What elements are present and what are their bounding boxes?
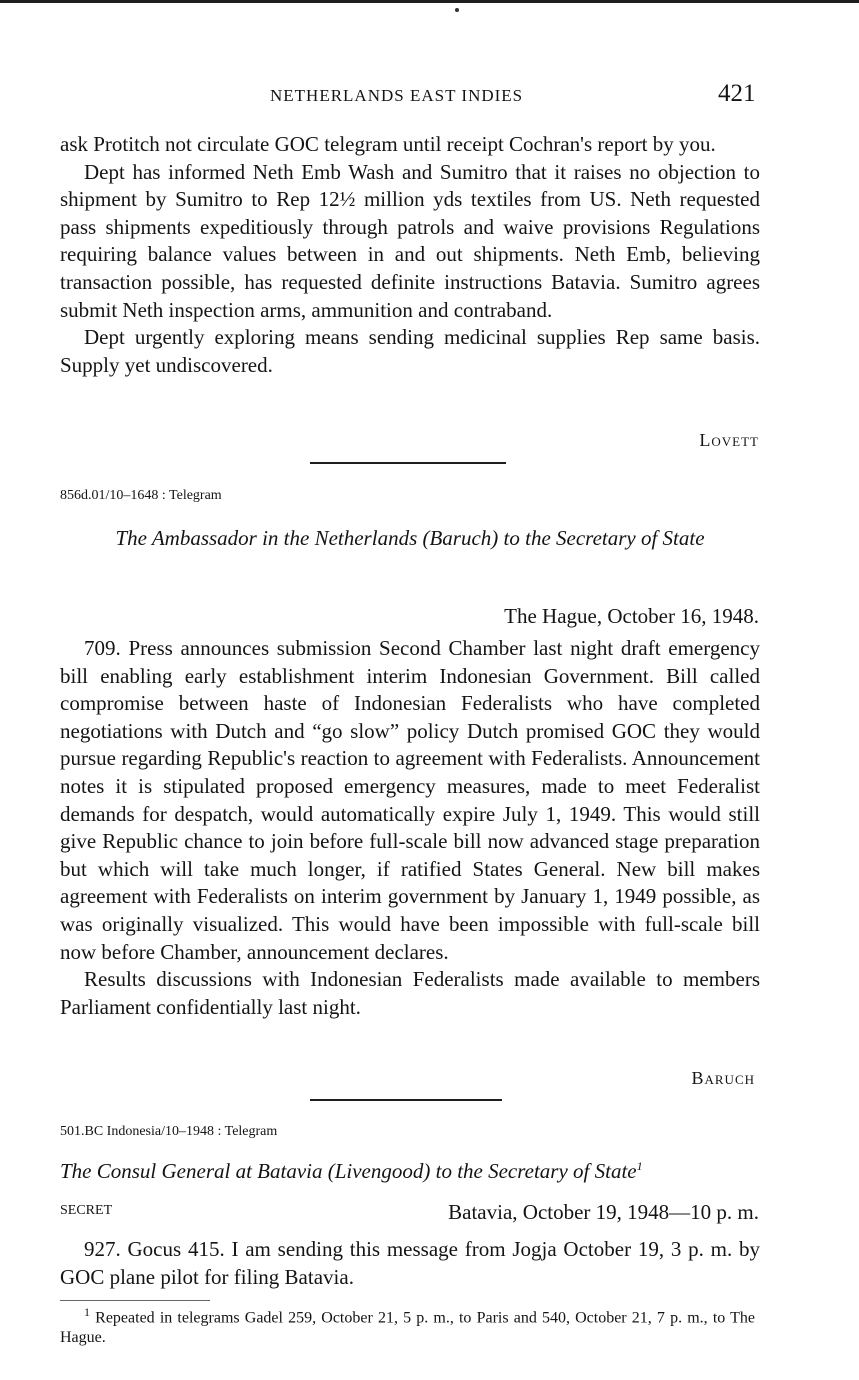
footnote-text: Repeated in telegrams Gadel 259, October 21, 5 p. m., to Paris and 540, October 21, 7 p. m., to The Hague. xyxy=(60,1309,756,1347)
doc3-dateline: Batavia, October 19, 1948—10 p. m. xyxy=(448,1200,759,1224)
separator-rule-2 xyxy=(310,1099,502,1101)
doc3-body xyxy=(60,1236,760,1291)
doc3-classification: SECRET xyxy=(60,1203,113,1218)
doc3-heading-line xyxy=(60,1153,760,1185)
doc2-file-ref: 856d.01/10–1648 : Telegram xyxy=(60,488,222,503)
doc2-dateline: The Hague, October 16, 1948. xyxy=(504,604,759,628)
doc1-body xyxy=(60,131,760,379)
doc3-para1: 927. Gocus 415. I am sending this message from Jogja October 19, 3 p. m. by GOC plane pilot for filing Batavia. xyxy=(60,1237,760,1289)
doc3-file-ref: 501.BC Indonesia/10–1948 : Telegram xyxy=(60,1124,278,1139)
doc2-signature: Baruch xyxy=(691,1068,755,1088)
doc3-heading: The Consul General at Batavia (Livengood) to the Secretary of State xyxy=(60,1159,637,1183)
doc1-para1: ask Protitch not circulate GOC telegram until receipt Cochran's report by you. xyxy=(60,132,716,156)
doc2-para1: 709. Press announces submission Second Chamber last night draft emergency bill enabling early establishment interim Indonesian Government. Bill called compromise between haste of Indonesian Federalists who have completed negotiations with Dutch and “go slow” policy Dutch promised GOC they would pursue regarding Republic's reaction to agreement with Federalists. Announcement notes it is stipulated proposed emergency measures, made to meet Federalist demands for despatch, would automatically expire July 1, 1949. This would still give Republic chance to join before full-scale bill now advanced stage preparation but which will take much longer, if ratified States General. New bill makes agreement with Federalists on interim government by January 1, 1949 possible, as was originally visualized. This would have been impossible with full-scale bill now before Chamber, announcement declares. xyxy=(60,636,760,964)
separator-rule-1 xyxy=(310,462,506,464)
top-border xyxy=(0,0,859,3)
doc1-para3: Dept urgently exploring means sending medicinal supplies Rep same basis. Supply yet undiscovered. xyxy=(60,325,760,377)
doc2-para2: Results discussions with Indonesian Federalists made available to members Parliament confidentially last night. xyxy=(60,967,760,1019)
footnote-ref-marker: 1 xyxy=(636,1159,643,1173)
page-number: 421 xyxy=(718,80,756,107)
footnote-rule xyxy=(60,1300,210,1301)
footnote-marker: 1 xyxy=(84,1305,90,1319)
running-title: NETHERLANDS EAST INDIES xyxy=(270,86,524,105)
footnote xyxy=(60,1302,755,1348)
doc1-signature: Lovett xyxy=(699,430,759,450)
doc2-body xyxy=(60,635,760,1021)
doc2-heading: The Ambassador in the Netherlands (Baruch) to the Secretary of State xyxy=(115,526,705,550)
scan-dot xyxy=(455,8,459,12)
doc1-para2: Dept has informed Neth Emb Wash and Sumitro that it raises no objection to shipment by Sumitro to Rep 12½ million yds textiles from US. Neth requested pass shipments expeditiously through patrols and waive provisions Regulations requiring balance values between in and out shipments. Neth Emb, believing transaction possible, has requested definite instructions Batavia. Sumitro agrees submit Neth inspection arms, ammunition and contraband. xyxy=(60,159,760,322)
